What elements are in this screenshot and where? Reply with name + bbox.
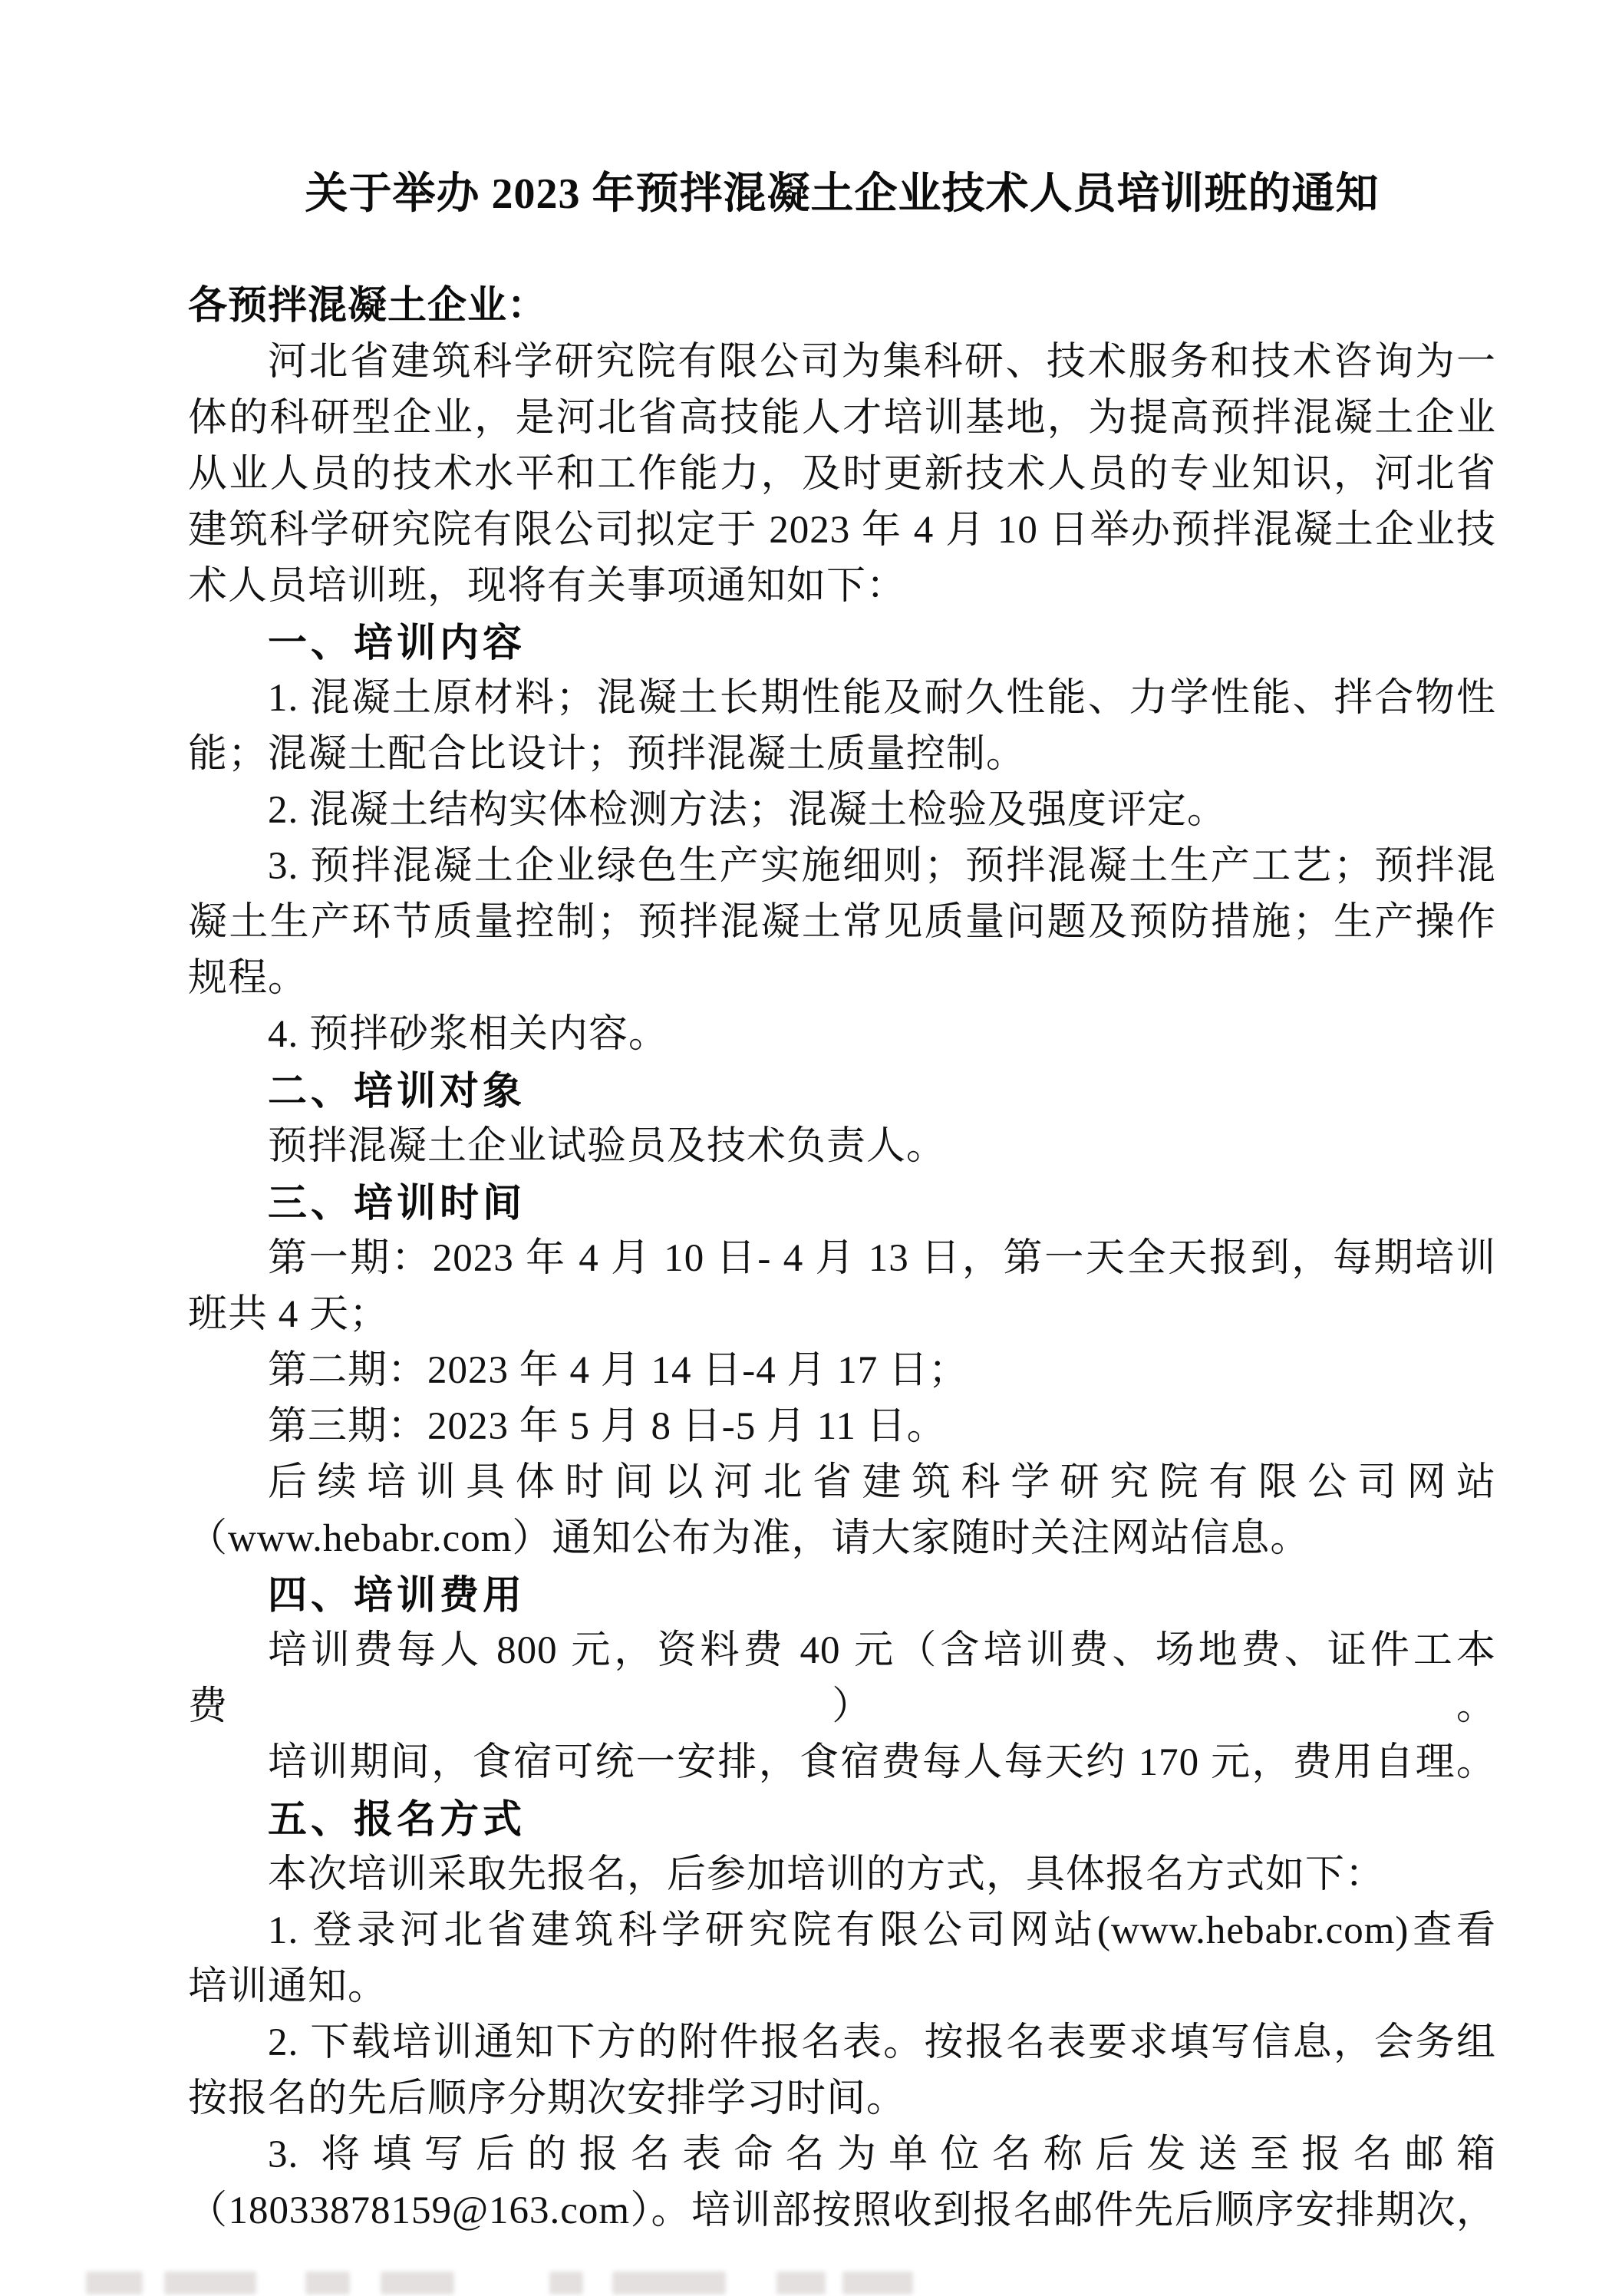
document-line: 能；混凝土配合比设计；预拌混凝土质量控制。 — [188, 733, 1027, 776]
document-line: 建筑科学研究院有限公司拟定于 2023 年 4 月 10 日举办预拌混凝土企业技 — [188, 509, 1496, 552]
document-line: 培训费每人 800 元，资料费 40 元（含培训费、场地费、证件工本费）。 — [188, 1629, 1496, 1728]
document-line: 第二期：2023 年 4 月 14 日-4 月 17 日； — [268, 1349, 968, 1392]
document-title: 关于举办 2023 年预拌混凝土企业技术人员培训班的通知 — [305, 170, 1380, 218]
document-line: 4. 预拌砂浆相关内容。 — [268, 1013, 669, 1056]
document-line: 第三期：2023 年 5 月 8 日-5 月 11 日。 — [268, 1405, 947, 1448]
document-line: 1. 混凝土原材料；混凝土长期性能及耐久性能、力学性能、拌合物性 — [268, 677, 1496, 720]
document-line: 第一期：2023 年 4 月 10 日- 4 月 13 日，第一天全天报到，每期培训 — [268, 1237, 1496, 1280]
document-line: 本次培训采取先报名，后参加培训的方式，具体报名方式如下： — [268, 1853, 1386, 1896]
scan-artifact — [0, 2267, 1599, 2296]
document-line: 预拌混凝土企业试验员及技术负责人。 — [268, 1125, 947, 1168]
document-line: 培训通知。 — [188, 1965, 388, 2008]
document-line: 凝土生产环节质量控制；预拌混凝土常见质量问题及预防措施；生产操作 — [188, 901, 1496, 944]
section-heading-training-fee: 四、培训费用 — [268, 1573, 526, 1617]
section-heading-registration: 五、报名方式 — [268, 1797, 526, 1841]
section-heading-training-time: 三、培训时间 — [268, 1181, 526, 1225]
document-line: 培训期间，食宿可统一安排，食宿费每人每天约 170 元，费用自理。 — [268, 1741, 1496, 1784]
document-line: 班共 4 天； — [188, 1293, 390, 1336]
document-line: 2. 下载培训通知下方的附件报名表。按报名表要求填写信息，会务组 — [268, 2021, 1496, 2064]
section-heading-training-content: 一、培训内容 — [268, 621, 526, 665]
document-line: 从业人员的技术水平和工作能力，及时更新技术人员的专业知识，河北省 — [188, 453, 1496, 496]
salutation-line: 各预拌混凝土企业： — [188, 285, 548, 328]
document-line: （18033878159@163.com）。培训部按照收到报名邮件先后顺序安排期次， — [188, 2189, 1496, 2232]
document-line: 3. 将填写后的报名表命名为单位名称后发送至报名邮箱 — [268, 2133, 1496, 2176]
document-line: 河北省建筑科学研究院有限公司为集科研、技术服务和技术咨询为一 — [268, 341, 1496, 384]
document-line: 按报名的先后顺序分期次安排学习时间。 — [188, 2077, 907, 2120]
document-line: 体的科研型企业，是河北省高技能人才培训基地，为提高预拌混凝土企业 — [188, 397, 1496, 440]
document-line: 1. 登录河北省建筑科学研究院有限公司网站(www.hebabr.com)查看 — [268, 1909, 1496, 1952]
document-line: 规程。 — [188, 957, 308, 1000]
document-line: （www.hebabr.com）通知公布为准，请大家随时关注网站信息。 — [188, 1517, 1311, 1560]
document-line: 2. 混凝土结构实体检测方法；混凝土检验及强度评定。 — [268, 789, 1228, 832]
section-heading-training-target: 二、培训对象 — [268, 1069, 526, 1113]
document-line: 术人员培训班，现将有关事项通知如下： — [188, 565, 907, 608]
document-line: 后续培训具体时间以河北省建筑科学研究院有限公司网站 — [268, 1461, 1496, 1504]
document-line: 3. 预拌混凝土企业绿色生产实施细则；预拌混凝土生产工艺；预拌混 — [268, 845, 1496, 888]
notice-document — [188, 167, 1496, 2239]
